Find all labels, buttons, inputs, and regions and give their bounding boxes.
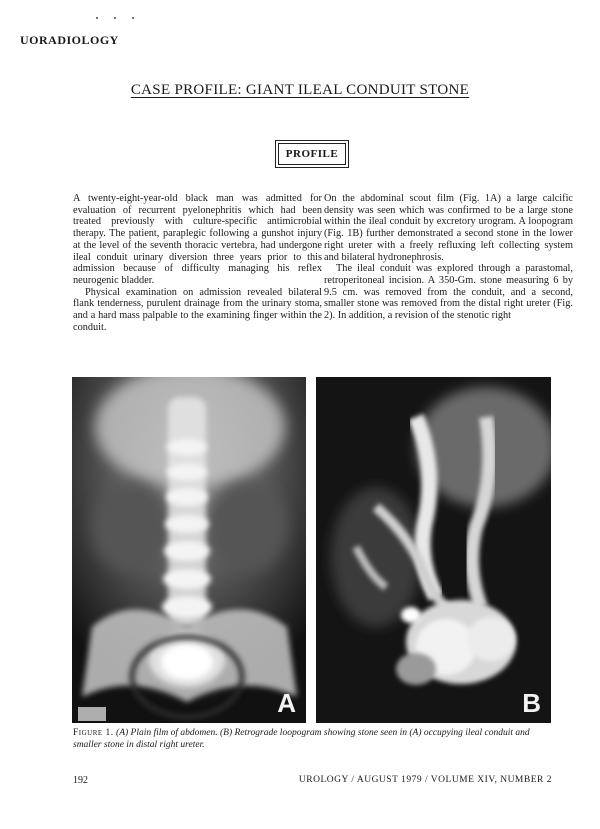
paragraph: The ileal conduit was explored through a parastomal, retroperitoneal incision. A 350-Gm. stone measuring 6 by 9.5 cm. was removed from the conduit, and a second, smaller stone was removed from the distal right ureter (Fig. 2). In addition, a revision of the stenotic right: [324, 263, 573, 322]
xray-abdomen-image: [72, 377, 306, 723]
article-title-text: CASE PROFILE: GIANT ILEAL CONDUIT STONE: [130, 82, 470, 98]
scan-speck: [96, 17, 98, 19]
panel-letter-b: B: [522, 688, 541, 718]
scan-speck: [114, 17, 116, 19]
article-title: [0, 82, 600, 99]
paragraph: On the abdominal scout film (Fig. 1A) a large calcific density was seen which was confirmed to be a large stone within the ileal conduit by excretory urogram. A loopogram (Fig. 1B) further demonstrated a second stone in the lower right ureter with a freely refluxing left collecting system and bilateral hydronephrosis.: [324, 193, 573, 263]
body-column-right: [324, 193, 573, 322]
loopogram-image: [316, 377, 551, 723]
body-column-left: [73, 193, 322, 333]
paragraph: Physical examination on admission revealed bilateral flank tenderness, purulent drainage from the urinary stoma, and a hard mass palpable to the examining finger within the conduit.: [73, 286, 322, 333]
panel-letter-a: A: [277, 688, 296, 718]
figure-panel-a: [72, 377, 306, 723]
section-label: UORADIOLOGY: [20, 33, 119, 47]
journal-footer: UROLOGY / AUGUST 1979 / VOLUME XIV, NUMBER 2: [298, 775, 552, 785]
page-number: 192: [73, 775, 88, 786]
scan-speck: [132, 17, 134, 19]
figure-caption: [73, 728, 553, 751]
figure-panel-b: [316, 377, 551, 723]
caption-label: Figure 1.: [73, 728, 114, 738]
profile-box: [278, 143, 346, 165]
profile-label: PROFILE: [285, 148, 339, 160]
paragraph: A twenty-eight-year-old black man was admitted for evaluation of recurrent pyelonephritis which had been treated previously with culture-specific antimicrobial therapy. The patient, paraplegic following a gunshot injury at the level of the seventh thoracic vertebra, had undergone ileal conduit urinary diversion three years prior to this admission because of difficulty managing his reflex neurogenic bladder.: [73, 193, 322, 286]
caption-text: (A) Plain film of abdomen. (B) Retrograde loopogram showing stone seen in (A) occupying ileal conduit and smaller stone in distal right ureter.: [73, 728, 530, 750]
